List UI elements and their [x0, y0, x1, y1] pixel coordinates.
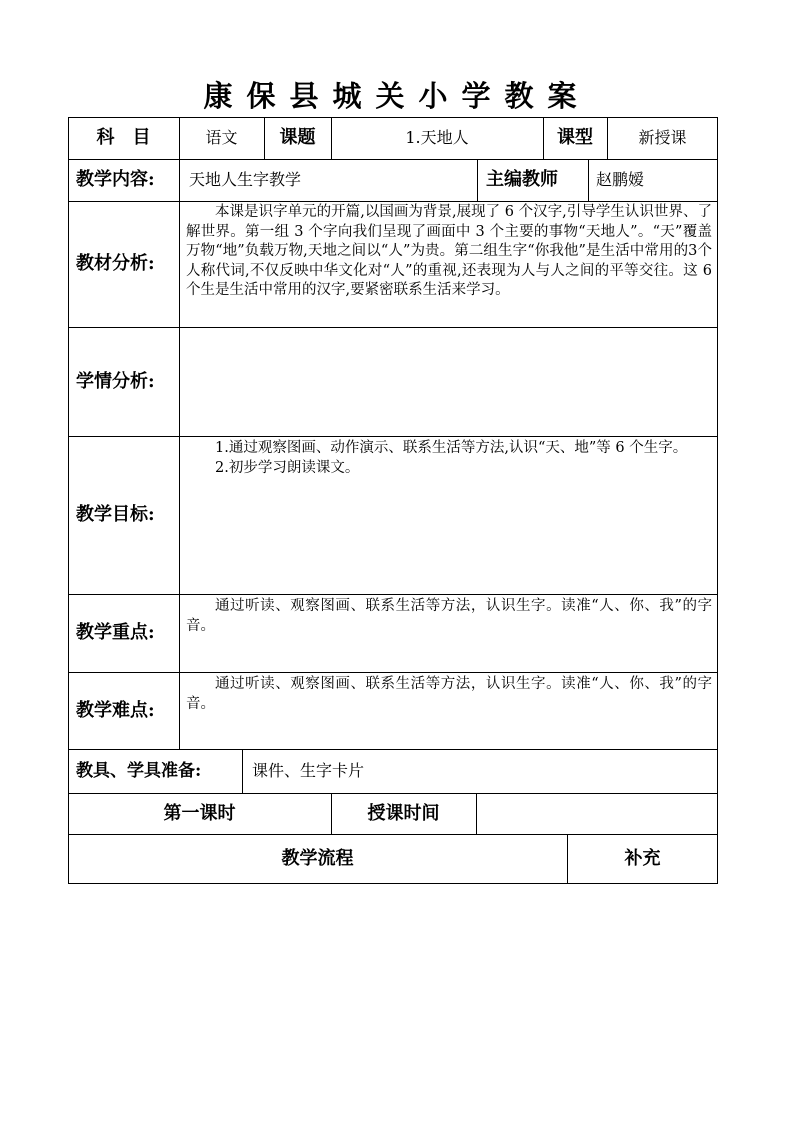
key-points-label: 教学重点: [76, 622, 155, 643]
difficulties-label: 教学难点: [76, 699, 155, 721]
lesson-time-label: 授课时间 [367, 802, 440, 824]
subject-value: 语文 [205, 128, 238, 147]
objectives-label: 教学目标: [76, 504, 155, 525]
col-divider [179, 201, 180, 749]
editor-label: 主编教师 [486, 169, 558, 190]
col-divider [476, 793, 477, 834]
topic-label: 课题 [279, 127, 316, 148]
subject-label: 科 目 [96, 127, 151, 148]
key-points-paragraph: 通过听读、观察图画、联系生活等方法，认识生字。读准“人、你、我”的字音。 [186, 598, 712, 634]
lesson-period-label: 第一课时 [163, 802, 236, 824]
teaching-flow-label: 教学流程 [281, 848, 354, 869]
difficulties-paragraph: 通过听读、观察图画、联系生活等方法，认识生字。读准“人、你、我”的字音。 [186, 676, 712, 712]
lesson-time-value [486, 793, 718, 834]
col-divider [588, 159, 589, 201]
document-title: 康保县城关小学教案 [203, 79, 591, 113]
content-label: 教学内容: [76, 169, 155, 190]
editor-value: 赵鹏嫒 [596, 170, 645, 189]
tools-label: 教具、学具准备: [76, 761, 202, 781]
student-analysis-label: 学情分析: [76, 370, 155, 392]
col-divider [242, 749, 243, 793]
objective-item: 1.通过观察图画、动作演示、联系生活等方法,认识“天、地”等 6 个生字。 [215, 440, 688, 456]
topic-value: 1.天地人 [405, 128, 469, 147]
key-points-text [186, 597, 712, 636]
material-analysis-label: 教材分析: [76, 253, 155, 274]
material-analysis-paragraph: 本课是识字单元的开篇,以国画为背景,展现了 6 个汉字,引导学生认识世界、了解世界。第一组 3 个字向我们呈现了画面中 3 个主要的事物“天地人”。“天”覆盖万物“地”负载万物,天地之间以“人”为贵。第二组生字“你我他”是生活中常用的3个人称代词,不仅反映中华文化对“人”的重视,还表现为人与人之间的平等交往。这 6 个生是生活中常用的汉字,要紧密联系生活来学习。 [186, 204, 712, 298]
col-divider [477, 159, 478, 201]
supplement-label: 补充 [624, 848, 661, 869]
tools-value: 课件、生字卡片 [252, 761, 365, 780]
type-label: 课型 [557, 127, 593, 148]
col-divider [179, 159, 180, 201]
objectives-text [186, 439, 712, 478]
material-analysis-text [186, 203, 712, 301]
objective-item: 2.初步学习朗读课文。 [215, 459, 360, 476]
difficulties-text [186, 675, 712, 714]
type-value: 新授课 [638, 128, 687, 147]
content-value: 天地人生字教学 [189, 170, 302, 189]
